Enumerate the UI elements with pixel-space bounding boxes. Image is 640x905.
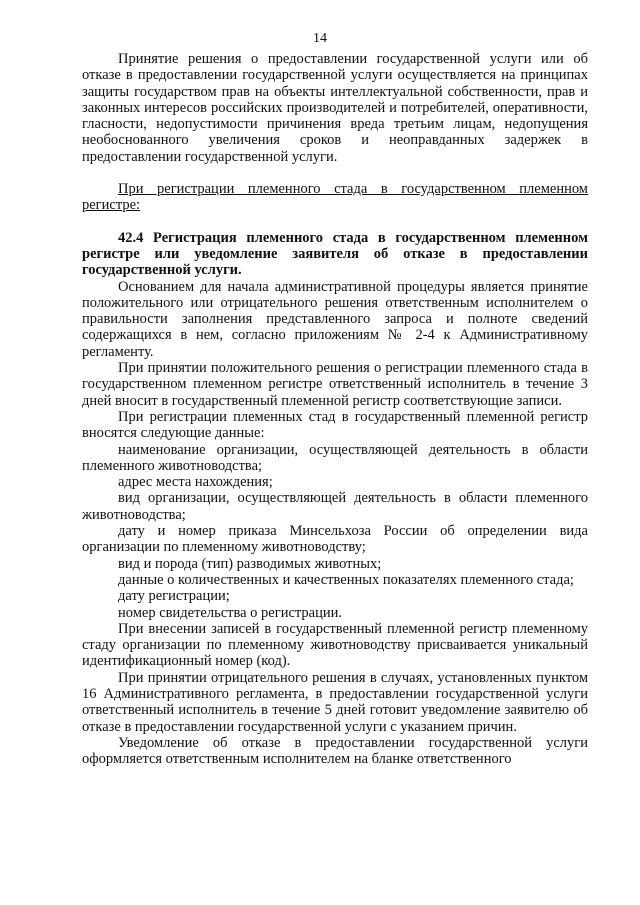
list-item: номер свидетельства о регистрации. — [118, 604, 342, 621]
page-number: 14 — [313, 31, 327, 46]
list-item: данные о количественных и качественных показателях племенного стада; — [118, 571, 574, 588]
subsection-heading: 42.4 Регистрация племенного стада в государственном племенном регистре или уведомление заявителя об отказе в предоставлении государственной услуги. — [82, 229, 588, 279]
paragraph-refusal-notice: Уведомление об отказе в предоставлении государственной услуги оформляется ответственным исполнителем на бланке ответственного — [82, 734, 588, 768]
list-item: дату регистрации; — [118, 588, 230, 605]
paragraph-decision-principles: Принятие решения о предоставлении государственной услуги или об отказе в предоставлении государственной услуги осуществляется на принципах защиты государством прав на объекты интеллектуальной собственности, прав и законных интересов российских производителей и потребителей, оперативности, гласности, недопустимости причинения вреда третьим лицам, недопущения необоснованного увеличения сроков и неоправданных задержек в предоставлении государственной услуги. — [82, 51, 588, 165]
paragraph-registration-data: При регистрации племенных стад в государственный племенной регистр вносятся следующие данные: — [82, 408, 588, 442]
document-body — [82, 51, 588, 767]
paragraph-basis: Основанием для начала административной процедуры является принятие положительного или отрицательного решения ответственным исполнителем о правильности заполнения представленного запроса и полноте сведений содержащихся в нем, согласно приложениям № 2-4 к Административному регламенту. — [82, 278, 588, 360]
section-heading: При регистрации племенного стада в государственном племенном регистре: — [82, 181, 588, 214]
list-item: адрес места нахождения; — [118, 474, 273, 491]
list-item: наименование организации, осуществляющей деятельность в области племенного животноводства; — [82, 441, 588, 474]
paragraph-positive-decision: При принятии положительного решения о регистрации племенного стада в государственном племенном регистре ответственный исполнитель в течение 3 дней вносит в государственный племенной регистр соответствующие записи. — [82, 360, 588, 409]
paragraph-unique-code: При внесении записей в государственный племенной регистр племенному стаду организации по племенному животноводству присваивается уникальный идентификационный номер (код). — [82, 620, 588, 670]
paragraph-negative-decision: При принятии отрицательного решения в случаях, установленных пунктом 16 Административного регламента, в предоставлении государственной услуги ответственный исполнитель в течение 5 дней готовит уведомление заявителю об отказе в предоставлении государственной услуги с указанием причин. — [82, 669, 588, 735]
list-item: вид и порода (тип) разводимых животных; — [118, 555, 382, 572]
list-item: дату и номер приказа Минсельхоза России об определении вида организации по племенному животноводству; — [82, 523, 588, 556]
list-item: вид организации, осуществляющей деятельность в области племенного животноводства; — [82, 490, 588, 523]
